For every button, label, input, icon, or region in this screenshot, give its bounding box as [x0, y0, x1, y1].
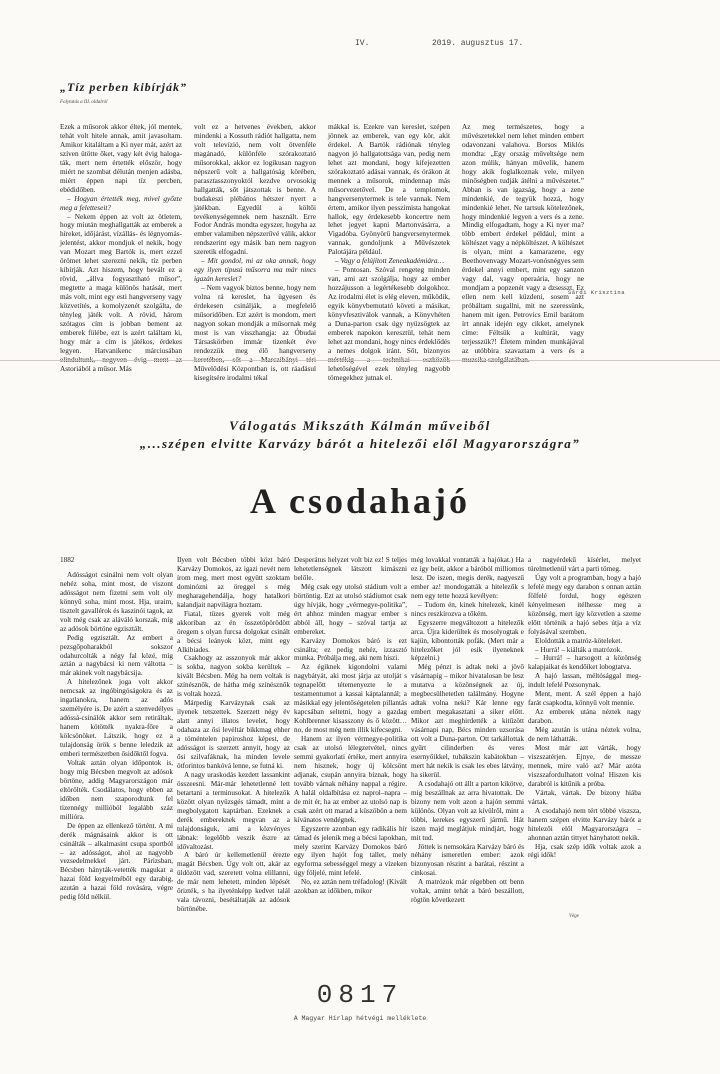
interview-paragraph: – Nekem éppen az volt az ötletem, hogy miután meghallgatták az emberek a híreket, időjárást, vízállás- és légnyomás-jelentést, akkor mondjuk el nekik, hogy van Mozart meg Bartók is, mert ezzel örömet lehet szerezni nekik, tíz perben kibírják. Azt hiszem, hogy bevált ez a rövid, „állva fogyasztható műsor”, megtette a maga különös hatását, mert más volt, mint egy esti hangverseny vagy közvetítés, a komolyzenét szolgálta, de tényleg játék volt. A rövid, három szótagos cím is jobban bement az emberek fülébe, ezt is azért találtam ki, hogy már a cím is játékos, érdekes legyen. Hatvanikenc márciusában elindultunk, negyven évig ment az Astoriából a műsor. Más — [60, 211, 182, 373]
interview-column-4 — [462, 123, 584, 365]
story-paragraph: Csakhogy az asszonyok már akkor is sokba, nagyon sokba kerültek – kivált Bécsben. Még ha nem voltak is színésznők, de hátha még színésznők is voltak hozzá. — [177, 654, 290, 699]
story-paragraph: Még csak egy utolsó stádium volt a börtöntig. Ezt az utolsó stádiumot csak úgy hívják, hogy „vérmegye-politika”, ért ahhoz minden magyar ember s abból áll, hogy – szóval tartja az embereket. — [294, 582, 407, 636]
story-paragraph: Az égiknek kigondolni valami nagybátyát, aki most járja az utolját s tegnapelőtt tétemenyezte le a testamentumot a kassai káptalannál; a másikkal egy jelentőségetelen pillantás kapcsában seltetni, hogy a gazdag Kohlbrenner kisasszony és ő között… no, de most még nem illik kifecsegni. — [294, 663, 407, 735]
story-paragraph: A hajó lassan, méltósággal megindult lefelé Pozsonynak. — [528, 672, 641, 690]
story-paragraph: Vártak, vártak. De bizony hiába vártak. — [528, 788, 641, 806]
story-paragraph: – Hurrá! – kiálták a matrózok. — [535, 645, 623, 654]
story-paragraph: Ment, ment. A szél éppen a hajó farát csapkodta, könnyű volt mennie. — [528, 690, 641, 708]
story-column-5 — [528, 556, 641, 860]
story-paragraph: Még pénzt is adtak neki a jövő vásárnapig – mikor hivatalosan be lesz mutatva a közönségnek az új, megbecsülhetetlen találmány. Hogyne adtak volna neki? Kár lenne egy embert megakasztani a siker előtt. Mikor azt meghirdették a kitűzött vásárnapi nap, Bécs minden uzsorása ott volt a Duna-parton. Ott tarkállottak gyűrt cilinderben és veres esernyőikkel, tubákszin kabátokban – mert hát nekik is csak les ebes látvány, ha sikerül. — [411, 663, 524, 779]
story-paragraph: Még azután is utána néztek volna, de nem láthatták. — [528, 726, 641, 744]
story-paragraph: Voltak aztán olyan időpontok is, hogy míg Bécsben megvolt az adósok börtöne, addig Magyarországon már eltörölték. Csodálatos, hogy ebben az időben nem szaporodtunk fel tizennégy millióból legalább száz millióra. — [60, 758, 173, 821]
interview-paragraph: Az meg természetes, hogy a művészetekkel nem lehet minden embert odavonzani valahova. Borsos Miklós mondta: „Egy ország műveltsége nem azon múlik, hányan művelik, hanem hogy akik foglalkoznak vele, milyen minőségben tudják átélni a művészetet.” Abban is van igazság, hogy a zene mindenkié, de tegyük hozzá, hogy mindenkié lehet. Ne tartsuk kötelezőnek, hogy mindenkié legyen a vers és a zene. Mindig elfogadtam, hogy a Ki nyer ma? több embert érdekel például, mint a költészet vagy a népköltészet. A költészet is olyan, mint a kamarazene, egy Beethovenvagy Mozart-vonósnégyes sem érdekel annyi embert, mint egy sanzon vagy dal, vagy operaária, hogy ne mondjam a popzenét vagy a dzsesszt. Ez ellen nem kell küzdeni, sosem azt próbáltam sugallni, mit ne szeressünk, hanem mit igen. Petrovics Emil barátom írt annak idején egy cikket, amelynek címe: Féltsük a kultúrát, vagy terjesszük?! Életem minden munkájával az utóbbira szavaztam a vers és a muzsika szolgálatában. — [462, 122, 584, 364]
story-paragraph: Desperátus helyzet volt biz ez! S teljes lehetetlenségnek látszott kimászni belőle. — [294, 556, 407, 582]
story-paragraph: A csodahajó ott állt a parton kikötve, mig beszállnak az arra hivatottak. De bizony nem volt azon a hajón semmi különös. Olyan volt az kívülről, mint a többi, kerekes egyszerű jármű. Hát iszen majd meglátjuk mindjárt, hogy mit tud. — [411, 779, 524, 842]
section-divider — [0, 360, 720, 361]
story-paragraph: Úgy volt a programban, hogy a hajó lefelé megy egy darabon s onnan aztán fölfelé fordul, hogy egészen kényelmesen itélhesse meg a közönség, mert így közvetlen a szeme előtt történik a hajó sebes útja a víz folyásával szemben. — [528, 573, 641, 636]
section-quote: „...szépen elvitte Karvázy bárót a hitelezői elől Magyarországra” — [139, 436, 581, 451]
issue-number: IV. — [355, 39, 370, 48]
story-column-2 — [177, 556, 290, 914]
story-paragraph: Az emberek utána néztek nagy darabon. — [528, 708, 641, 726]
author-signature: Sárdi Krisztina — [568, 289, 626, 296]
story-paragraph: No, ez aztán nem tréfadolog! (Kivált azokban az időkben, mikor — [294, 878, 407, 896]
story-paragraph: Jöttek is nemsokára Karvázy báró és néhány ismeretlen ember: azok bizonyosan részint a barátai, részint a cinkosai. — [411, 842, 524, 878]
story-paragraph: A hitelezőnek joga volt akkor nemcsak az ingóbingóságokra és az ingatlanokra, hanem az adós személyére is. De azért a szenvedélyes adóssá-csinálók akkor sem retiráltak, hanem kötötték nyakra-főre a kölcsönöket. Látszik, hogy ez a tulajdonság örök s benne leledzik az emberi természetben ősidőktől fogva. — [60, 678, 173, 759]
page-number: 0817 — [316, 980, 404, 1010]
section-subtitle: Válogatás Mikszáth Kálmán műveiből — [229, 418, 491, 433]
interview-paragraph: – Mit gondol, mi az oka annak, hogy egy ilyen típusú műsorra ma már nincs igazán kereslet? — [194, 256, 316, 284]
story-paragraph: A nagy uraskodás kezdett lassankint összeesni. Már-már lehetetlenné lett betartani a terminusokat. A hitelezők között olyan nyüzsgés támadt, mint a megbolygatott kaptárban. Ezeknek a derék embereknek megvan az a tulajdonságuk, ami a közvényes lábnak: legelőbb veszik észre az idővaltozást. — [177, 770, 290, 851]
story-year: 1882 — [60, 556, 75, 564]
story-paragraph: – Tudom én, kinek hitelezek, kinél nincs reszkírozva a tőkém. — [411, 600, 524, 618]
story-paragraph: Ilyen volt Bécsben többi közt báró Karvázy Domokos, az igazi nevét nem írom meg, mert most együtt szoktam dominózni az öreggel s még megharagehendálja, hogy hatalkori kalandjait napvilágra hoztam. — [177, 556, 290, 609]
interview-paragraph: volt ez a hetvenes években, akkor mindenki a Kossuth rádiót hallgatta, nem volt televízió, nem volt ötvenféle magánadó, különféle szórakoztató műsorokkal, akkor ez logikusan nagyon népszerű volt a hallgatóság körében, parasztasszonyoktól kezdve orvosokig hallgatták, sőt játszottak is benne. A budakeszi plébános hétszer nyert a játékban. Egyedül a költői tevékenységemnek nem használt. Erre Fodor András mondta egyszer, hogyha az ember valamiben népszerűvé válik, akkor rendszerint egy másik ban nem nagyon szeretik elfogadni. — [194, 122, 316, 257]
interview-paragraph: – Pontosan. Szóval rengeteg minden van, ami azt szolgálja, hogy az ember hozzájusson a legértékesebb dolgokhoz. Az irodalmi élet is elég eleven, működik, egyik könyvbemutató követi a másikat, könyvfesztiválok vannak, a Könyvhéten a Duna-parton csak úgy nyüzsögtek az emberek napokon keresztül, tehát nem lehet azt mondani, hogy nincs érdeklődés a nemes dolgok iránt. Sőt, bizonyos mértékig a technikai eszközök lehetőségével ezek tényleg nagyobb tömegekhez jutnak el. — [328, 265, 450, 382]
interview-paragraph: – Nem vagyok biztos benne, hogy nem volna rá kereslet, ha ügyesen és érdekesen csinálják, a megfelelő műsoridőben. Ezt azért is mondom, mert nagyon sokan mondják a műsornak még most is van visszhangja: az Óbudai Társaskörben immár tizenkét éve rendezzük meg élő hangverseny keretében, sőt a Marczibányi téri Művelődési Központban is, ott ráadásul kisegítsére irodalmi tékal — [194, 283, 316, 382]
story-paragraph: Karvázy Domokos báró is ezt csinálta; ez pedig nehéz, izzasztó munka. Próbálja meg, aki nem hiszi. — [294, 636, 407, 663]
interview-column-3 — [328, 123, 450, 383]
story-paragraph: Adósságot csinálni nem volt olyan nehéz soha, mint most, de viszont adósságot nem fizetni sem volt oly könnyű soha, mint most. Hja, uraim, tisztelt gavallérok és kaszinói tagok, az volt még csak az aláváló korszak, míg az adósok börtöne egzisztált. — [60, 570, 173, 633]
interview-paragraph: mákkal is. Ezekre van kereslet, szépen jönnek az emberek, van egy kör, akit érdekel. A Bartók rádiónak tényleg nagyon jó hallgatottsága van, pedig nem lehet azt mondani, hogy kifejezetten szórakoztató adásai vannak, és órákon át mennek a műsorok, mindennap más műsorvezetővel. De a templomok, hangversenytermek is tele vannak. Nem értem, amikor ilyen pesszimista hangokat hallok, egy érdekesebb koncertre nem lehet jegyet kapni Martonvásárra, a Vigadóba. Gyönyörű hangversenytermek vannak, gondoljunk a Művészetek Palotájára például. — [328, 122, 450, 257]
story-column-1 — [60, 556, 173, 902]
supplement-footer: A Magyar Hírlap hétvégi melléklete — [293, 1015, 427, 1022]
interview-title: „Tíz perben kibírják” — [60, 80, 188, 94]
story-paragraph: A báró úr kellemetlenül érezte magát Bécsben. Úgy volt ott, akár az üldözött vad, szeretett volna elillanni, de már nem lehetett, minden lépését őrizték, s ha ilyeténképp kedvet talál vala távozni, besétáltatják az adósok börtönébe. — [177, 851, 290, 914]
story-column-4 — [411, 556, 524, 905]
story-paragraph: Hja, csak szép idők voltak azok a régi idők! — [528, 842, 641, 860]
story-paragraph: Egyszerre megváltozott a hitelezők arca. Újra kiderültek és mosolyogtak e kajün, kíbontották pofák. (Mert már a hitelezőket jól esik ilyeneknek képzelni.) — [411, 618, 524, 663]
story-paragraph: Most már azt várták, hogy viszszatérjen. Ejnye, de messze mennek, mire való az? Már azóta viszszafordulhatott volna! Hiszen kis darabról is kitűnik a próba. — [528, 744, 641, 788]
story-paragraph: Fiatal, tüzes gyerek volt még akkoriban az én összetöpörödött öregem s olyan furcsa dolgokat csinált a bécsi leányok közt, mint egy Alkibiades. — [177, 609, 290, 654]
interview-paragraph: – Hogyan értették meg, mivel győzte meg a feletteseit? — [60, 193, 182, 212]
story-paragraph: Egyszerre azonban egy radikális hír támad és jelenik meg a bécsi lapokban, mely szerint Karvázy Domokos báró egy ilyen hajót fog tallet, mely egyforma sebességgel megy a vízeken úgy följelé, mint lefelé. — [294, 824, 407, 878]
story-paragraph: A csodahajó nem tért többé viszsza, hanem szépen elvitte Karvázy bárót a hitelezői elől Magyarországra – ahonnan aztán tittyet hányhatott nekik. — [528, 806, 641, 842]
story-paragraph: – Hurrá! – harsogott a közönség kalapjaikat és kendőiket lobogtatva. — [528, 654, 641, 672]
story-paragraph: A matrózok már régebben ott benn voltak, amint tehát a báró beszállott, rögtön következett — [411, 878, 524, 905]
interview-paragraph: Ezek a műsorok akkor éltek, jól mentek, tehát volt hitele annak, amit javasoltam. Amikor kitaláltam a Ki nyer mát, azért az szíven ütötte őket, vagy két évig halogaták, mert nem értették először, hogy miért ne szombat délután menjen adásba, miért éppen napi tíz percben, ebédidőben. — [60, 122, 182, 194]
story-column-3 — [294, 556, 407, 896]
interview-column-2 — [194, 123, 316, 383]
story-paragraph: Pedig egzisztált. Az embert a pezsgőpoharakból sokszor odahurcolták a négy fal közé, míg aztán a nagybácsi ki nem váltotta – már akinek volt nagybácsija. — [60, 633, 173, 678]
issue-date: 2019. augusztus 17. — [432, 39, 524, 48]
interview-column-1 — [60, 123, 182, 374]
story-paragraph: Eloldották a matróz-köteleket. — [535, 636, 623, 645]
story-end-mark: Vége — [569, 914, 579, 919]
story-paragraph: Márpedig Karvázynak csak az ilyenek tetszettek. Szerzett négy év alatt annyi illatos levelet, hogy odahaza az ősi levéltár bikkmag ehher a töméntelen papiroshoz képest, de adósságot is szerzett annyit, hogy az ősi szilvafáknak, ha minden levele ötforintos bankóvá lenne, se futná ki. — [177, 699, 290, 770]
story-paragraph: Hanem az ilyen vérmegye-politika csak az utolsó lélegzetvétel, nincs semmi gyakorlati értéke, mert annyira nem hisznek, hogy új kölcsönt adjanak, csupán annyira bíznak, hogy tovább várnak néhány nappal a régire. A halál oldalbítása ez naprol–napra – de mit ér, ha az ember az utolsó nap is csak azért ott marad a küszöbön a nem kívánatos vendégnek. — [294, 735, 407, 824]
interview-paragraph: – Vagy a felújított Zeneakadémiára… — [335, 256, 445, 266]
story-paragraph: a nagyérdekű kísérlet, melyet türelmetlenül várt a parti tömeg. — [528, 556, 641, 573]
story-title: A csodahajó — [249, 481, 471, 521]
story-paragraph: De éppen az ellenkező történt. A mi derék mágnásaink akkor is ott csinálták – alkalmasint csupa sportból – az adósságot, ahol az nagyobb vezsedelmekkel járt. Párizsban, Bécsben hányták-vetették magukat a hazai föld kegyelméből egy darabig, azután a hazai föld rovására, végre pedig föld nélkül. — [60, 821, 173, 902]
story-paragraph: még lovakkal vontatták a hajókat.) Ha ez így beüt, akkor a báróból milliomos lesz. De iszen, megis derék, nagyeszű ember az! mondogatták a hitelezők s nem egy tette hozzá kevélyen: — [411, 556, 524, 600]
continued-note: Folytatás a III. oldalról — [60, 100, 108, 105]
